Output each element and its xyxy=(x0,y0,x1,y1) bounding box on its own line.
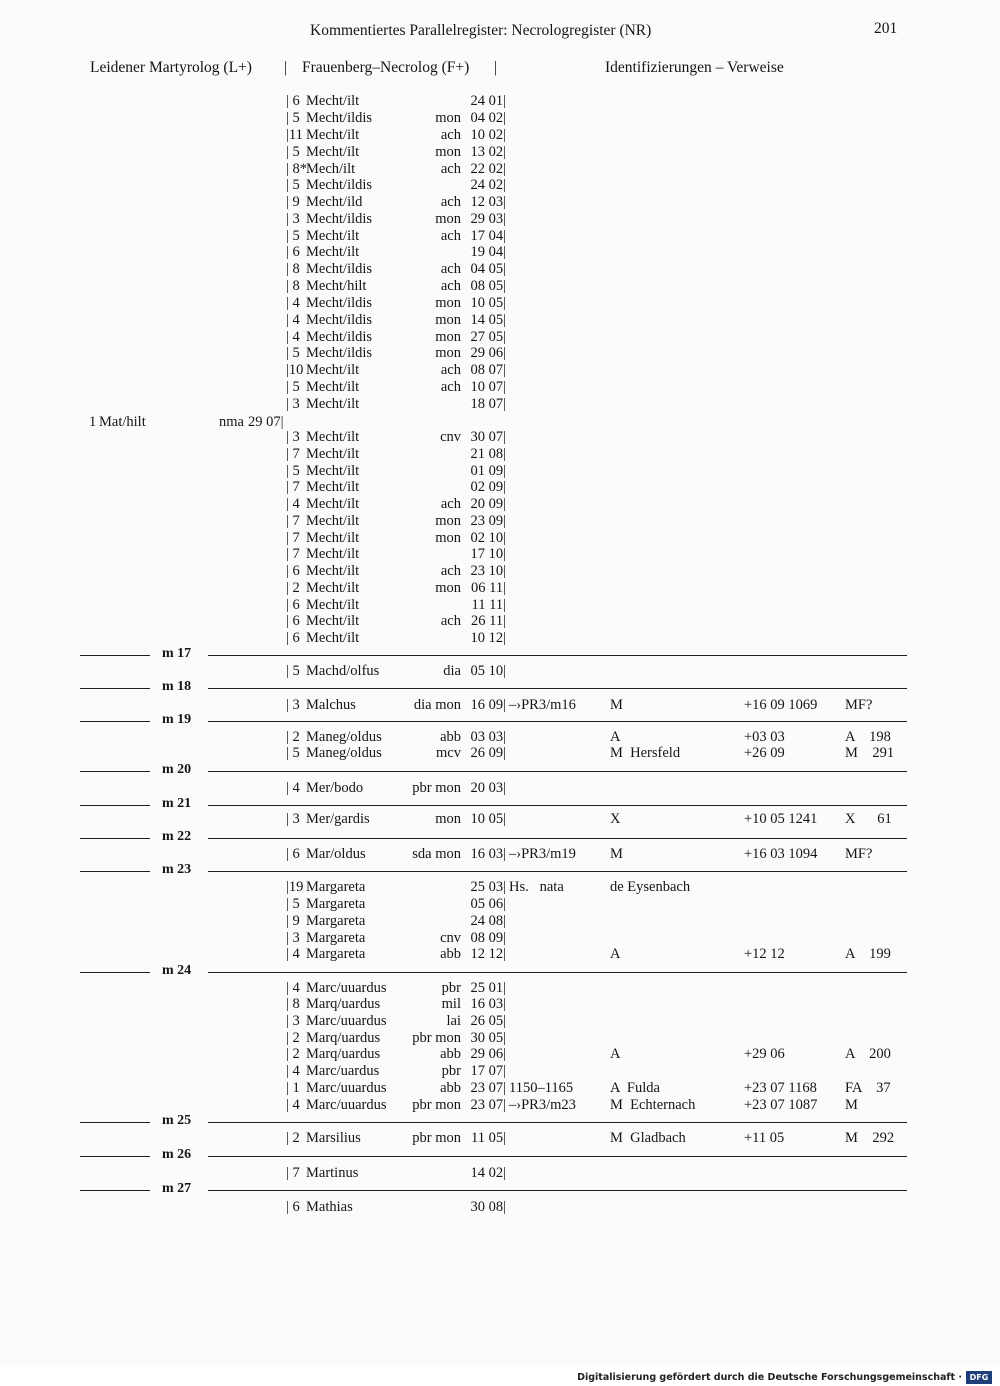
dfg-logo: DFG xyxy=(966,1371,992,1384)
entry-number: | 6 xyxy=(286,630,300,646)
entry-number: | 2 xyxy=(286,1046,300,1062)
separator-line xyxy=(208,721,907,722)
entry-name: Mecht/ildis xyxy=(306,261,373,277)
entry-date: 17 07| xyxy=(470,1063,506,1079)
entry-number: | 5 xyxy=(286,144,300,160)
entry-qualifier: pbr xyxy=(441,980,461,996)
entry-date: 25 01| xyxy=(470,980,506,996)
entry-name: Margareta xyxy=(306,946,366,962)
entry-qualifier: mcv xyxy=(436,745,461,761)
entry-number: | 8 xyxy=(286,261,300,277)
identification: X xyxy=(610,811,621,827)
entry-number: | 4 xyxy=(286,946,300,962)
entry-qualifier: abb xyxy=(440,729,461,745)
entry-number: |19 xyxy=(286,879,304,895)
entry-date: 10 07| xyxy=(470,379,506,395)
entry-name: Mecht/ildis xyxy=(306,329,373,345)
identification-date: +16 09 1069 xyxy=(744,697,818,713)
month-label: m 19 xyxy=(162,712,192,727)
entry-number: | 3 xyxy=(286,1013,300,1029)
running-title: Kommentiertes Parallelregister: Necrologregister (NR) xyxy=(310,22,652,39)
entry-number: | 3 xyxy=(286,697,300,713)
entry-number: | 7 xyxy=(286,546,300,562)
separator-line xyxy=(80,771,150,772)
entry-date: 23 10| xyxy=(470,563,506,579)
entry-qualifier: ach xyxy=(440,278,461,294)
entry-qualifier: pbr mon xyxy=(412,1097,461,1113)
identification-ref: A 199 xyxy=(845,946,891,962)
entry-date: 29 03| xyxy=(470,211,506,227)
entry-name: Mecht/ilt xyxy=(306,362,360,378)
entry-qualifier: abb xyxy=(440,1046,461,1062)
entry-reference: –›PR3/m19 xyxy=(509,846,576,862)
identification: A Fulda xyxy=(610,1080,660,1096)
entry-number: | 6 xyxy=(286,244,300,260)
entry-qualifier: ach xyxy=(440,261,461,277)
entry-number: | 8 xyxy=(286,996,300,1012)
identification: de Eysenbach xyxy=(610,879,691,895)
entry-qualifier: lai xyxy=(446,1013,461,1029)
entry-number: | 4 xyxy=(286,780,300,796)
column-header-right: Identifizierungen – Verweise xyxy=(605,59,784,76)
entry-date: 12 03| xyxy=(470,194,506,210)
month-label: m 21 xyxy=(162,796,192,811)
entry-date: 24 08| xyxy=(470,913,506,929)
entry-date: 20 09| xyxy=(470,496,506,512)
entry-number: |10 xyxy=(286,362,304,378)
separator-line xyxy=(208,688,907,689)
entry-number: | 4 xyxy=(286,312,300,328)
entry-date: 23 07| xyxy=(470,1097,506,1113)
entry-name: Mecht/ildis xyxy=(306,312,373,328)
entry-qualifier: dia xyxy=(443,663,461,679)
entry-name: Marc/uardus xyxy=(306,1063,380,1079)
separator-line xyxy=(208,838,907,839)
entry-number: | 7 xyxy=(286,530,300,546)
entry-name: Marc/uuardus xyxy=(306,1013,387,1029)
entry-name: Mecht/ilt xyxy=(306,546,360,562)
entry-qualifier: ach xyxy=(440,362,461,378)
left-entry-qualifier: nma xyxy=(219,414,244,430)
entry-name: Marq/uardus xyxy=(306,1046,381,1062)
entry-date: 12 12| xyxy=(470,946,506,962)
entry-number: | 2 xyxy=(286,1130,300,1146)
month-label: m 22 xyxy=(162,829,192,844)
month-label: m 20 xyxy=(162,762,192,777)
entry-date: 05 10| xyxy=(470,663,506,679)
entry-qualifier: ach xyxy=(440,161,461,177)
identification-ref: MF? xyxy=(845,846,873,862)
identification: M Gladbach xyxy=(610,1130,686,1146)
entry-number: | 6 xyxy=(286,846,300,862)
entry-qualifier: mon xyxy=(435,144,461,160)
entry-date: 03 03| xyxy=(470,729,506,745)
entry-name: Mecht/ilt xyxy=(306,244,360,260)
separator-line xyxy=(208,972,907,973)
entry-reference: –›PR3/m16 xyxy=(509,697,576,713)
entry-date: 10 02| xyxy=(470,127,506,143)
entry-number: | 3 xyxy=(286,211,300,227)
entry-date: 10 05| xyxy=(470,295,506,311)
entry-date: 17 10| xyxy=(470,546,506,562)
entry-name: Mecht/ilt xyxy=(306,429,360,445)
identification: M Hersfeld xyxy=(610,745,681,761)
entry-number: | 7 xyxy=(286,479,300,495)
entry-date: 23 07| xyxy=(470,1080,506,1096)
entry-number: | 5 xyxy=(286,745,300,761)
identification-ref: FA 37 xyxy=(845,1080,891,1096)
entry-name: Margareta xyxy=(306,913,366,929)
entry-date: 14 05| xyxy=(470,312,506,328)
identification-date: +23 07 1087 xyxy=(744,1097,818,1113)
entry-name: Marc/uuardus xyxy=(306,1080,387,1096)
left-entry-num: 1 xyxy=(89,414,97,430)
entry-name: Marsilius xyxy=(306,1130,361,1146)
entry-name: Mecht/ilt xyxy=(306,379,360,395)
identification-ref: A 198 xyxy=(845,729,891,745)
entry-name: Mecht/ilt xyxy=(306,144,360,160)
separator-line xyxy=(80,838,150,839)
entry-reference: 1150–1165 xyxy=(509,1080,574,1096)
entry-name: Mecht/ildis xyxy=(306,211,373,227)
entry-date: 24 02| xyxy=(470,177,506,193)
entry-date: 30 07| xyxy=(470,429,506,445)
entry-date: 26 11| xyxy=(471,613,506,629)
entry-name: Maneg/oldus xyxy=(306,745,382,761)
entry-date: 10 05| xyxy=(470,811,506,827)
entry-number: | 2 xyxy=(286,580,300,596)
entry-number: | 5 xyxy=(286,663,300,679)
entry-qualifier: mon xyxy=(435,345,461,361)
entry-qualifier: cnv xyxy=(440,930,461,946)
entry-name: Mecht/ilt xyxy=(306,513,360,529)
entry-number: | 9 xyxy=(286,913,300,929)
entry-qualifier: ach xyxy=(440,563,461,579)
entry-number: | 5 xyxy=(286,110,300,126)
entry-qualifier: ach xyxy=(440,194,461,210)
entry-date: 06 11| xyxy=(471,580,506,596)
entry-number: | 5 xyxy=(286,177,300,193)
page-number: 201 xyxy=(874,20,898,37)
identification-date: +26 09 xyxy=(744,745,785,761)
entry-qualifier: sda mon xyxy=(412,846,461,862)
entry-qualifier: mon xyxy=(435,312,461,328)
entry-name: Mecht/ilt xyxy=(306,630,360,646)
month-label: m 18 xyxy=(162,679,192,694)
entry-qualifier: mon xyxy=(435,513,461,529)
entry-number: | 2 xyxy=(286,729,300,745)
entry-number: | 5 xyxy=(286,345,300,361)
identification-date: +16 03 1094 xyxy=(744,846,818,862)
entry-number: | 4 xyxy=(286,1063,300,1079)
entry-name: Mecht/ilt xyxy=(306,396,360,412)
separator-line xyxy=(80,1190,150,1191)
identification-ref: X 61 xyxy=(845,811,892,827)
entry-qualifier: mon xyxy=(435,329,461,345)
month-label: m 27 xyxy=(162,1181,192,1196)
entry-number: | 7 xyxy=(286,446,300,462)
entry-name: Marc/uuardus xyxy=(306,1097,387,1113)
entry-date: 24 01| xyxy=(470,93,506,109)
identification-date: +03 03 xyxy=(744,729,785,745)
entry-qualifier: dia mon xyxy=(413,697,461,713)
entry-name: Margareta xyxy=(306,930,366,946)
entry-name: Mecht/ilt xyxy=(306,479,360,495)
entry-name: Mecht/ilt xyxy=(306,228,360,244)
entry-name: Mar/oldus xyxy=(306,846,366,862)
identification-ref: M 292 xyxy=(845,1130,895,1146)
identification-date: +23 07 1168 xyxy=(744,1080,817,1096)
entry-name: Malchus xyxy=(306,697,356,713)
entry-name: Mecht/ildis xyxy=(306,345,373,361)
separator-line xyxy=(80,1156,150,1157)
entry-qualifier: mon xyxy=(435,530,461,546)
entry-number: | 8* xyxy=(286,161,308,177)
entry-number: | 3 xyxy=(286,811,300,827)
entry-name: Margareta xyxy=(306,896,366,912)
entry-number: | 3 xyxy=(286,396,300,412)
entry-qualifier: mon xyxy=(435,110,461,126)
month-label: m 17 xyxy=(162,646,192,661)
entry-qualifier: ach xyxy=(440,228,461,244)
column-separator: | xyxy=(494,59,498,76)
entry-qualifier: pbr mon xyxy=(412,1030,461,1046)
entry-date: 25 03| xyxy=(470,879,506,895)
entry-number: | 6 xyxy=(286,93,300,109)
column-header-middle: Frauenberg–Necrolog (F+) xyxy=(302,59,470,76)
entry-name: Marc/uuardus xyxy=(306,980,387,996)
entry-date: 29 06| xyxy=(470,345,506,361)
entry-name: Marq/uardus xyxy=(306,1030,381,1046)
entry-name: Mech/ilt xyxy=(306,161,356,177)
entry-qualifier: mon xyxy=(435,811,461,827)
entry-qualifier: ach xyxy=(440,496,461,512)
entry-name: Mecht/ilt xyxy=(306,463,360,479)
entry-number: | 7 xyxy=(286,513,300,529)
entry-number: | 4 xyxy=(286,980,300,996)
identification: M xyxy=(610,697,623,713)
entry-date: 18 07| xyxy=(470,396,506,412)
entry-date: 11 05| xyxy=(471,1130,506,1146)
footer-bar xyxy=(0,1366,1000,1386)
separator-line xyxy=(80,655,150,656)
entry-name: Mecht/ildis xyxy=(306,295,373,311)
entry-name: Mecht/ilt xyxy=(306,127,360,143)
entry-date: 20 03| xyxy=(470,780,506,796)
identification-ref: MF? xyxy=(845,697,873,713)
entry-number: | 6 xyxy=(286,563,300,579)
identification-ref: M 291 xyxy=(845,745,895,761)
identification: A xyxy=(610,1046,621,1062)
entry-number: | 4 xyxy=(286,496,300,512)
entry-number: | 1 xyxy=(286,1080,300,1096)
entry-number: | 9 xyxy=(286,194,300,210)
separator-line xyxy=(208,805,907,806)
identification-date: +10 05 1241 xyxy=(744,811,818,827)
entry-number: | 5 xyxy=(286,896,300,912)
identification-ref: A 200 xyxy=(845,1046,891,1062)
entry-number: | 4 xyxy=(286,295,300,311)
entry-name: Mecht/ilt xyxy=(306,580,360,596)
entry-number: | 5 xyxy=(286,463,300,479)
entry-date: 16 03| xyxy=(470,846,506,862)
column-separator: | xyxy=(284,59,288,76)
entry-date: 08 05| xyxy=(470,278,506,294)
entry-qualifier: mon xyxy=(435,580,461,596)
entry-name: Mathias xyxy=(306,1199,353,1215)
entry-number: | 8 xyxy=(286,278,300,294)
entry-date: 19 04| xyxy=(470,244,506,260)
entry-name: Mecht/ilt xyxy=(306,496,360,512)
entry-number: |11 xyxy=(286,127,303,143)
entry-qualifier: pbr mon xyxy=(412,780,461,796)
entry-qualifier: ach xyxy=(440,613,461,629)
entry-date: 22 02| xyxy=(470,161,506,177)
separator-line xyxy=(80,871,150,872)
separator-line xyxy=(208,655,907,656)
identification: A xyxy=(610,729,621,745)
entry-qualifier: pbr mon xyxy=(412,1130,461,1146)
entry-date: 01 09| xyxy=(470,463,506,479)
entry-date: 26 05| xyxy=(470,1013,506,1029)
identification: A xyxy=(610,946,621,962)
entry-date: 14 02| xyxy=(470,1165,506,1181)
entry-number: | 3 xyxy=(286,429,300,445)
entry-name: Mecht/ilt xyxy=(306,93,360,109)
entry-reference: –›PR3/m23 xyxy=(509,1097,576,1113)
entry-date: 04 05| xyxy=(470,261,506,277)
column-header-left: Leidener Martyrolog (L+) xyxy=(90,59,252,76)
entry-name: Mecht/ildis xyxy=(306,110,373,126)
entry-number: | 5 xyxy=(286,228,300,244)
identification-ref: M xyxy=(845,1097,858,1113)
entry-name: Mecht/ilt xyxy=(306,597,360,613)
entry-name: Mecht/ildis xyxy=(306,177,373,193)
separator-line xyxy=(80,688,150,689)
entry-number: | 5 xyxy=(286,379,300,395)
entry-name: Mer/bodo xyxy=(306,780,364,796)
entry-name: Margareta xyxy=(306,879,366,895)
entry-name: Mer/gardis xyxy=(306,811,370,827)
entry-number: | 4 xyxy=(286,329,300,345)
entry-qualifier: mon xyxy=(435,295,461,311)
entry-date: 26 09| xyxy=(470,745,506,761)
entry-date: 04 02| xyxy=(470,110,506,126)
separator-line xyxy=(208,1190,907,1191)
entry-date: 11 11| xyxy=(471,597,506,613)
entry-date: 23 09| xyxy=(470,513,506,529)
identification: M xyxy=(610,846,623,862)
entry-name: Mecht/ilt xyxy=(306,446,360,462)
entry-qualifier: abb xyxy=(440,1080,461,1096)
entry-qualifier: ach xyxy=(440,379,461,395)
separator-line xyxy=(208,871,907,872)
entry-name: Martinus xyxy=(306,1165,359,1181)
entry-name: Maneg/oldus xyxy=(306,729,382,745)
entry-name: Mecht/hilt xyxy=(306,278,367,294)
identification: M Echternach xyxy=(610,1097,696,1113)
entry-qualifier: cnv xyxy=(440,429,461,445)
entry-date: 08 09| xyxy=(470,930,506,946)
entry-date: 10 12| xyxy=(470,630,506,646)
month-label: m 26 xyxy=(162,1147,192,1162)
entry-date: 16 03| xyxy=(470,996,506,1012)
entry-qualifier: mon xyxy=(435,211,461,227)
entry-reference: Hs. nata xyxy=(509,879,564,895)
entry-date: 27 05| xyxy=(470,329,506,345)
entry-date: 29 06| xyxy=(470,1046,506,1062)
footer-credit: Digitalisierung gefördert durch die Deutsche Forschungsgemeinschaft · xyxy=(577,1372,962,1383)
separator-line xyxy=(80,972,150,973)
entry-date: 13 02| xyxy=(470,144,506,160)
separator-line xyxy=(80,1122,150,1123)
separator-line xyxy=(208,1156,907,1157)
identification-date: +11 05 xyxy=(744,1130,785,1146)
entry-name: Mecht/ild xyxy=(306,194,363,210)
month-label: m 25 xyxy=(162,1113,192,1128)
entry-name: Mecht/ilt xyxy=(306,563,360,579)
entry-qualifier: pbr xyxy=(441,1063,461,1079)
entry-name: Mecht/ilt xyxy=(306,530,360,546)
entry-date: 30 05| xyxy=(470,1030,506,1046)
left-entry-date: 29 07| xyxy=(248,414,284,430)
entry-number: | 6 xyxy=(286,1199,300,1215)
entry-date: 21 08| xyxy=(470,446,506,462)
entry-qualifier: mil xyxy=(441,996,461,1012)
entry-date: 02 09| xyxy=(470,479,506,495)
entry-qualifier: abb xyxy=(440,946,461,962)
month-label: m 23 xyxy=(162,862,192,877)
entry-date: 16 09| xyxy=(470,697,506,713)
separator-line xyxy=(80,805,150,806)
entry-number: | 6 xyxy=(286,613,300,629)
entry-date: 30 08| xyxy=(470,1199,506,1215)
month-label: m 24 xyxy=(162,963,192,978)
entry-date: 17 04| xyxy=(470,228,506,244)
entry-name: Machd/olfus xyxy=(306,663,380,679)
entry-name: Mecht/ilt xyxy=(306,613,360,629)
entry-date: 08 07| xyxy=(470,362,506,378)
entry-qualifier: ach xyxy=(440,127,461,143)
separator-line xyxy=(80,721,150,722)
entry-date: 02 10| xyxy=(470,530,506,546)
entry-number: | 6 xyxy=(286,597,300,613)
entry-number: | 3 xyxy=(286,930,300,946)
identification-date: +29 06 xyxy=(744,1046,785,1062)
entry-number: | 7 xyxy=(286,1165,300,1181)
separator-line xyxy=(208,1122,907,1123)
entry-name: Marq/uardus xyxy=(306,996,381,1012)
entry-number: | 2 xyxy=(286,1030,300,1046)
entry-date: 05 06| xyxy=(470,896,506,912)
separator-line xyxy=(208,771,907,772)
identification-date: +12 12 xyxy=(744,946,785,962)
entry-number: | 4 xyxy=(286,1097,300,1113)
left-entry-name: Mat/hilt xyxy=(99,414,146,430)
